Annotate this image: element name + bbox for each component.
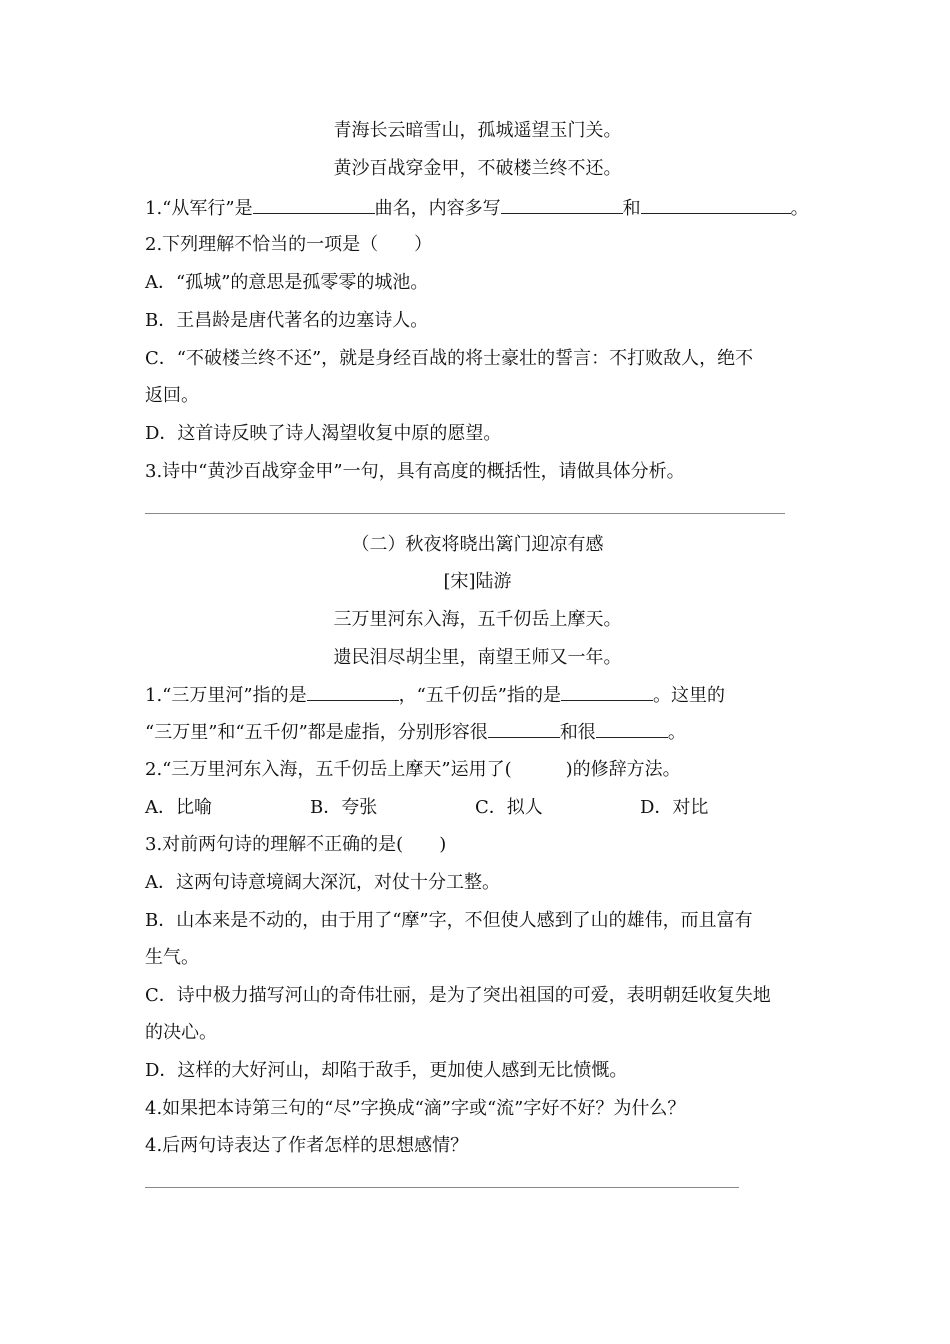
answer-blank[interactable] bbox=[641, 195, 791, 214]
answer-blank[interactable] bbox=[561, 682, 653, 701]
q3-option-a: A．这两句诗意境阔大深沉，对仗十分工整。 bbox=[145, 872, 500, 893]
q-text: 曲名，内容多写 bbox=[374, 198, 501, 219]
q-text: 。这里的 bbox=[652, 685, 725, 706]
question-2-4: 4.如果把本诗第三句的“尽”字换成“滴”字或“流”字好不好？为什么？ bbox=[145, 1098, 686, 1119]
q-text: ，“五千仞岳”指的是 bbox=[398, 685, 561, 706]
question-1-2: 2.下列理解不恰当的一项是（ ） bbox=[145, 234, 433, 255]
q3-option-c-line-1: C．诗中极力描写河山的奇伟壮丽，是为了突出祖国的可爱，表明朝廷收复失地 bbox=[145, 985, 771, 1006]
option-c-line-1: C．“不破楼兰终不还”，就是身经百战的将士豪壮的誓言：不打败敌人，绝不 bbox=[145, 348, 754, 369]
option-a: A．“孤城”的意思是孤零零的城池。 bbox=[145, 272, 429, 293]
question-2-3: 3.对前两句诗的理解不正确的是( ) bbox=[145, 834, 447, 855]
q-text: 和很 bbox=[559, 722, 596, 743]
option-c: C．拟人 bbox=[475, 797, 543, 818]
answer-blank[interactable] bbox=[488, 719, 560, 738]
option-a: A．比喻 bbox=[145, 797, 212, 818]
question-2-1 bbox=[145, 682, 810, 708]
q-text: 1.“三万里河”指的是 bbox=[145, 685, 307, 706]
question-2-5: 4.后两句诗表达了作者怎样的思想感情？ bbox=[145, 1135, 469, 1156]
poem2-line-1: 三万里河东入海，五千仞岳上摩天。 bbox=[333, 609, 622, 630]
poem2-line-2: 遗民泪尽胡尘里，南望王师又一年。 bbox=[333, 647, 622, 668]
q-text: “三万里”和“五千仞”都是虚指，分别形容很 bbox=[145, 722, 488, 743]
question-1-1 bbox=[145, 195, 810, 221]
question-2-1-cont bbox=[145, 719, 810, 745]
q-text: 1.“从军行”是 bbox=[145, 198, 253, 219]
answer-blank[interactable] bbox=[307, 682, 399, 701]
option-b: B．王昌龄是唐代著名的边塞诗人。 bbox=[145, 310, 429, 331]
q-text: 。 bbox=[790, 198, 809, 219]
q3-option-b-line-2: 生气。 bbox=[145, 947, 199, 968]
q3-option-c-line-2: 的决心。 bbox=[145, 1022, 217, 1043]
answer-line[interactable] bbox=[145, 1187, 739, 1188]
question-1-3: 3.诗中“黄沙百战穿金甲”一句，具有高度的概括性，请做具体分析。 bbox=[145, 461, 685, 482]
answer-line[interactable] bbox=[145, 513, 785, 514]
poem1-line-2: 黄沙百战穿金甲，不破楼兰终不还。 bbox=[333, 158, 622, 179]
q3-option-b-line-1: B．山本来是不动的，由于用了“摩”字，不但使人感到了山的雄伟，而且富有 bbox=[145, 910, 753, 931]
option-d: D．这首诗反映了诗人渴望收复中原的愿望。 bbox=[145, 423, 502, 444]
answer-blank[interactable] bbox=[501, 195, 623, 214]
option-b: B．夸张 bbox=[310, 797, 378, 818]
poem2-title: （二）秋夜将晓出篱门迎凉有感 bbox=[351, 534, 604, 555]
option-d: D．对比 bbox=[640, 797, 709, 818]
option-c-line-2: 返回。 bbox=[145, 385, 199, 406]
answer-blank[interactable] bbox=[596, 719, 668, 738]
q-text: 和 bbox=[622, 198, 641, 219]
poem2-author: [宋]陆游 bbox=[443, 571, 512, 592]
q-text: 。 bbox=[667, 722, 686, 743]
q3-option-d: D．这样的大好河山，却陷于敌手，更加使人感到无比愤慨。 bbox=[145, 1060, 628, 1081]
question-2-2: 2.“三万里河东入海，五千仞岳上摩天”运用了( )的修辞方法。 bbox=[145, 759, 681, 780]
poem1-line-1: 青海长云暗雪山，孤城遥望玉门关。 bbox=[333, 120, 622, 141]
question-2-2-options bbox=[145, 795, 810, 821]
answer-blank[interactable] bbox=[253, 195, 375, 214]
